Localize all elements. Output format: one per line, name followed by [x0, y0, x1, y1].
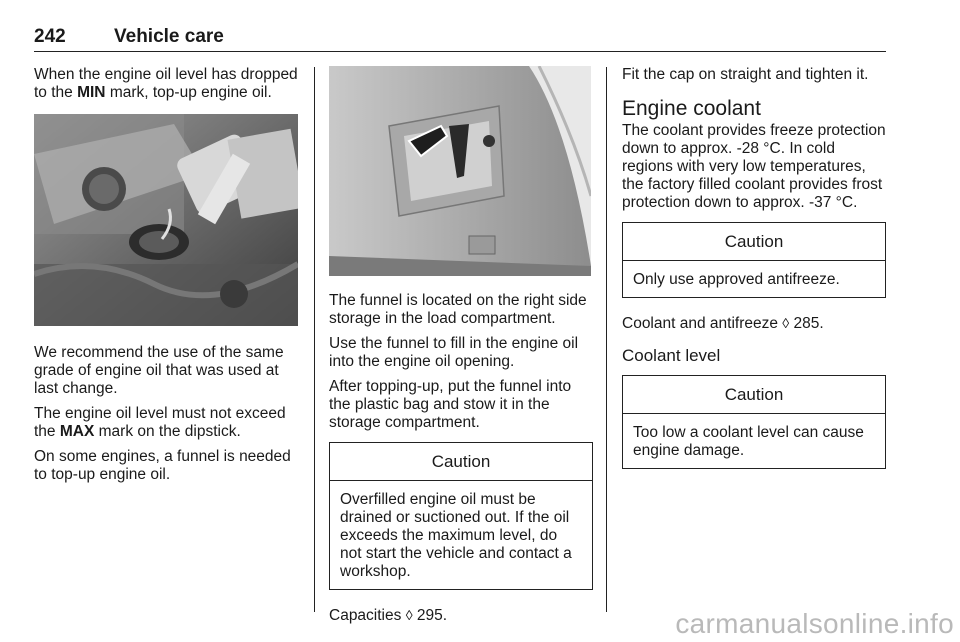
caution-heading: Caution: [623, 223, 885, 261]
column-3: [622, 66, 886, 485]
column-1: [34, 66, 298, 491]
caution-text: Overfilled engine oil must be drained or suctioned out. If the oil exceeds the maximum level, do not start the vehicle and contact a workshop.: [340, 491, 572, 580]
paragraph-coolant-protection: The coolant provides freeze protection down to approx. -28 °C. In cold regions with very low temperatures, the factory filled coolant provides frost protection down to approx. -37 °C.: [622, 122, 886, 211]
column-2: [329, 66, 593, 632]
capacities-reference[interactable]: Capacities ◊ 295.: [329, 607, 448, 624]
page-header: [34, 26, 886, 52]
engine-oil-fill-photo: [34, 114, 298, 326]
paragraph-max-mark: The engine oil level must not exceed the MAX mark on the dipstick.: [34, 405, 286, 440]
page-ref-icon: ◊: [405, 607, 413, 623]
paragraph-funnel-needed: On some engines, a funnel is needed to top-up engine oil.: [34, 448, 291, 483]
column-divider-right: [606, 67, 607, 612]
column-divider-left: [314, 67, 315, 612]
caution-box-coolant-level: [622, 375, 886, 469]
antifreeze-reference[interactable]: Coolant and antifreeze ◊ 285.: [622, 315, 824, 332]
paragraph-funnel-stow: After topping-up, put the funnel into the plastic bag and stow it in the storage compartment.: [329, 378, 572, 431]
paragraph-funnel-location: The funnel is located on the right side storage in the load compartment.: [329, 292, 587, 327]
caution-text: Only use approved antifreeze.: [633, 271, 840, 288]
paragraph-oil-grade: We recommend the use of the same grade of engine oil that was used at last change.: [34, 344, 284, 397]
paragraph-min-mark: When the engine oil level has dropped to the MIN mark, top-up engine oil.: [34, 66, 298, 101]
caution-box-overfill: [329, 442, 593, 590]
paragraph-funnel-use: Use the funnel to fill in the engine oil into the engine oil opening.: [329, 335, 579, 370]
section-title: Vehicle care: [114, 26, 224, 47]
page-number: 242: [34, 26, 66, 47]
watermark: carmanualsonline.info: [675, 608, 954, 639]
caution-box-antifreeze: [622, 222, 886, 298]
heading-engine-coolant: Engine coolant: [622, 97, 761, 120]
caution-heading: Caution: [623, 376, 885, 414]
caution-text: Too low a coolant level can cause engine damage.: [633, 424, 864, 459]
heading-coolant-level: Coolant level: [622, 346, 721, 365]
caution-heading: Caution: [330, 443, 592, 481]
funnel-storage-photo: [329, 66, 591, 276]
paragraph-fit-cap: Fit the cap on straight and tighten it.: [622, 66, 869, 83]
page-ref-icon: ◊: [782, 315, 790, 331]
